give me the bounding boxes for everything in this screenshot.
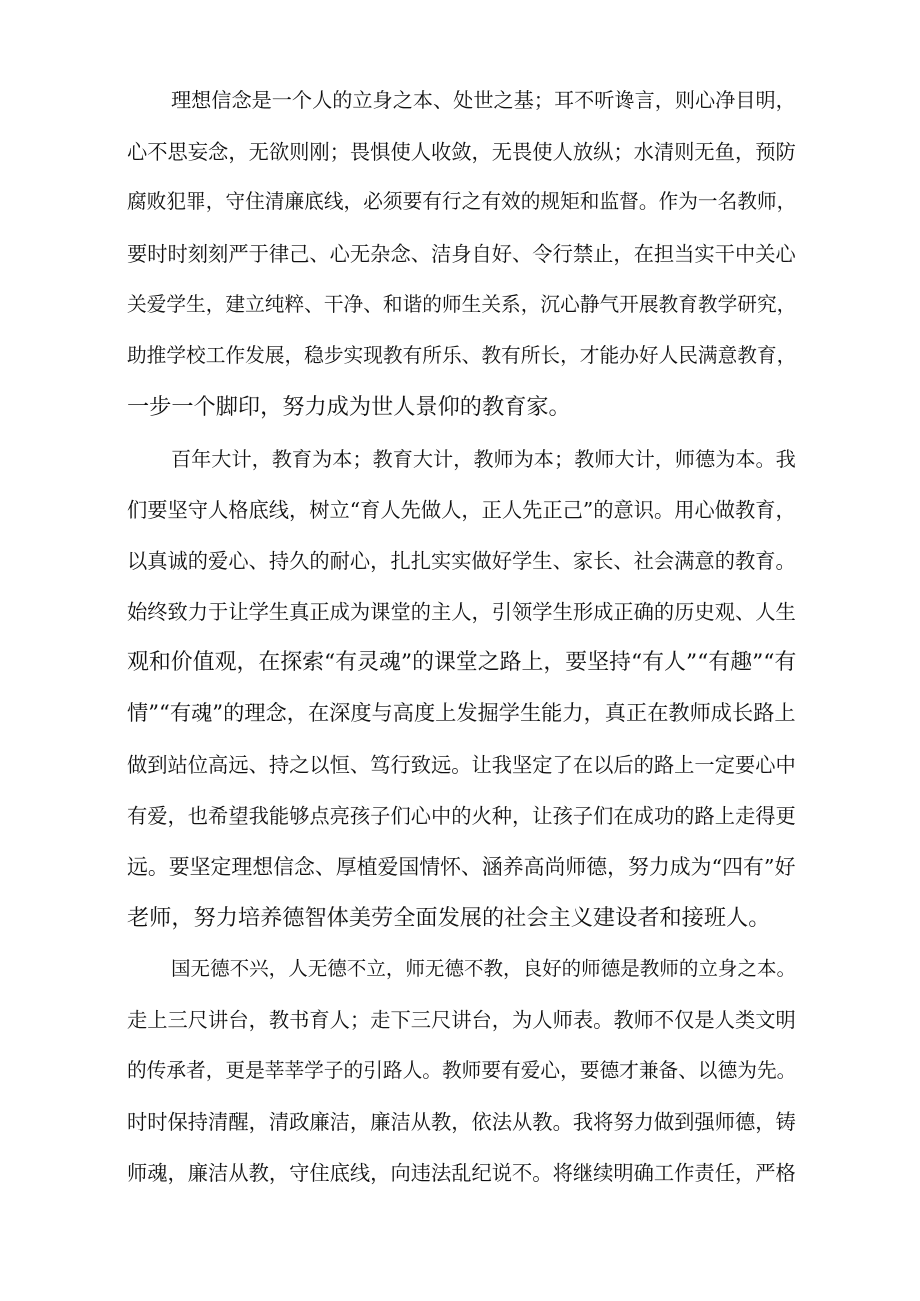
paragraph-3-line-3: 的传承者，更是莘莘学子的引路人。教师要有爱心，要德才兼备、以德为先。 bbox=[127, 1059, 797, 1082]
paragraph-2-line-10: 老师，努力培养德智体美劳全面发展的社会主义建设者和接班人。 bbox=[127, 905, 771, 931]
paragraph-2-line-9: 远。要坚定理想信念、厚植爱国情怀、涵养高尚师德，努力成为“四有”好 bbox=[127, 855, 796, 879]
paragraph-2-line-8: 有爱，也希望我能够点亮孩子们心中的火种，让孩子们在成功的路上走得更 bbox=[127, 804, 796, 828]
paragraph-1-line-4: 要时时刻刻严于律己、心无杂念、洁身自好、令行禁止，在担当实干中关心 bbox=[127, 242, 796, 266]
paragraph-3-line-4: 时时保持清醒，清政廉洁，廉洁从教，依法从教。我将努力做到强师德，铸 bbox=[127, 1110, 796, 1134]
paragraph-2-line-5: 观和价值观，在探索“有灵魂”的课堂之路上，要坚持“有人”“有趣”“有 bbox=[127, 650, 797, 675]
paragraph-2-line-1: 百年大计，教育为本；教育大计，教师为本；教师大计，师德为本。我 bbox=[171, 447, 796, 471]
paragraph-1-line-2: 心不思妄念，无欲则刚；畏惧使人收敛，无畏使人放纵；水清则无鱼，预防 bbox=[127, 140, 796, 164]
paragraph-2-line-2: 们要坚守人格底线，树立“育人先做人，正人先正己”的意识。用心做教育， bbox=[127, 498, 796, 522]
paragraph-3-line-5: 师魂，廉洁从教，守住底线，向违法乱纪说不。将继续明确工作责任，严格 bbox=[127, 1161, 796, 1185]
paragraph-2-line-3: 以真诚的爱心、持久的耐心，扎扎实实做好学生、家长、社会满意的教育。 bbox=[127, 549, 796, 573]
paragraph-1-line-3: 腐败犯罪，守住清廉底线，必须要有行之有效的规矩和监督。作为一名教师， bbox=[127, 190, 797, 213]
paragraph-2-line-7: 做到站位高远、持之以恒、笃行致远。让我坚定了在以后的路上一定要心中 bbox=[127, 753, 796, 777]
paragraph-1-line-6: 助推学校工作发展，稳步实现教有所乐、教有所长，才能办好人民满意教育， bbox=[127, 344, 797, 367]
paragraph-1-line-7: 一步一个脚印，努力成为世人景仰的教育家。 bbox=[127, 394, 571, 420]
paragraph-2-line-4: 始终致力于让学生真正成为课堂的主人，引领学生形成正确的历史观、人生 bbox=[127, 600, 796, 624]
paragraph-1-line-1: 理想信念是一个人的立身之本、处世之基；耳不听谗言，则心净目明， bbox=[171, 88, 796, 112]
paragraph-1-line-5: 关爱学生，建立纯粹、干净、和谐的师生关系，沉心静气开展教育教学研究， bbox=[127, 293, 797, 316]
paragraph-2-line-6: 情”“有魂”的理念，在深度与高度上发掘学生能力，真正在教师成长路上 bbox=[127, 701, 796, 726]
paragraph-3-line-1: 国无德不兴，人无德不立，师无德不教，良好的师德是教师的立身之本。 bbox=[171, 957, 796, 980]
paragraph-3-line-2: 走上三尺讲台，教书育人；走下三尺讲台，为人师表。教师不仅是人类文明 bbox=[127, 1008, 796, 1032]
